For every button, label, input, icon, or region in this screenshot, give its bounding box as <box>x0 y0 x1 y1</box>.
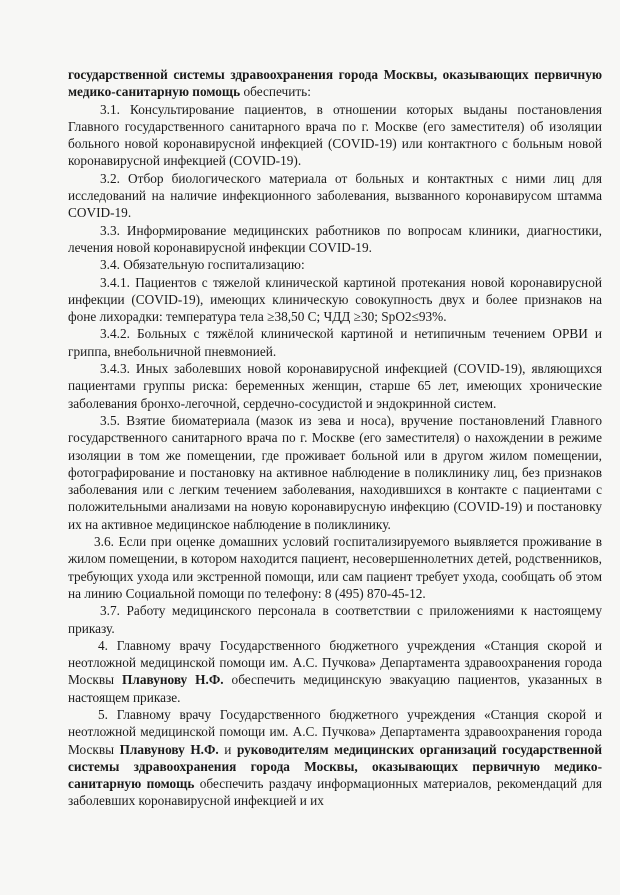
paragraph-3-7: 3.7. Работу медицинского персонала в соответствии с приложениями к настоящему приказу. <box>68 603 602 636</box>
paragraph-intro: государственной системы здравоохранения города Москвы, оказывающих первичную медико-санитарную помощь обеспечить: <box>68 67 602 100</box>
bold-organizations: государственной системы здравоохранения города Москвы, оказывающих первичную медико-санитарную помощь <box>68 67 602 100</box>
paragraph-3-4: 3.4. Обязательную госпитализацию: <box>100 257 305 273</box>
bold-name: Плавунову Н.Ф. <box>122 672 224 688</box>
paragraph-3-1: 3.1. Консультирование пациентов, в отношении которых выданы постановления Главного государственного санитарного врача по г. Москве (его заместителя) об изоляции больного новой коронавирусной инфекцией (COVID-19) или контактного с больным новой коронавирусной инфекцией (COVID-19). <box>68 101 602 169</box>
paragraph-3-4-2: 3.4.2. Больных с тяжёлой клинической картиной и нетипичным течением ОРВИ и гриппа, внебольничной пневмонией. <box>68 326 602 359</box>
paragraph-3-2: 3.2. Отбор биологического материала от больных и контактных с ними лиц для исследований на наличие инфекционного заболевания, вызванного коронавирусом штамма COVID-19. <box>68 170 602 221</box>
paragraph-3-5: 3.5. Взятие биоматериала (мазок из зева и носа), вручение постановлений Главного государственного санитарного врача по г. Москве (его заместителя) о нахождении в режиме изоляции в том же помещении, где проживает больной или в другом жилом помещении, фотографирование и постановку на активное наблюдение в поликлинику лиц, без признаков заболевания или с легким течением заболевания, находившихся в контакте с пациентами с положительными анализами на новую коронавирусную инфекцию (COVID-19) и постановку их на активное медицинское наблюдение в поликлинику. <box>68 412 602 532</box>
bold-organizations: руководителям медицинских организаций государственной системы здравоохранения города Москвы, оказывающих первичную медико-санитарную помощь <box>68 741 602 792</box>
paragraph-3-3: 3.3. Информирование медицинских работников по вопросам клиники, диагностики, лечения новой коронавирусной инфекции COVID-19. <box>68 222 602 255</box>
paragraph-3-6: 3.6. Если при оценке домашних условий госпитализируемого выявляется проживание в жилом помещении, в котором находится пациент, несовершеннолетних детей, родственников, требующих ухода или экстренной помощи, или сам пациент требует ухода, сообщать об этом на линию Социальной помощи по телефону: 8 (495) 870-45-12. <box>68 534 602 601</box>
document-body <box>68 66 602 810</box>
bold-name: Плавунову Н.Ф. <box>119 741 219 757</box>
paragraph-3-4-1: 3.4.1. Пациентов с тяжелой клинической картиной протекания новой коронавирусной инфекции (COVID-19), имеющих клиническую совокупность двух и более признаков на фоне лихорадки: температура тела ≥38,50 С; ЧДД ≥30; SpO2≤93%. <box>68 274 602 325</box>
paragraph-3-4-3: 3.4.3. Иных заболевших новой коронавирусной инфекцией (COVID-19), являющихся пациентами группы риска: беременных женщин, старше 65 лет, имеющих хронические заболевания бронхо-легочной, сердечно-сосудистой и эндокринной систем. <box>68 361 602 411</box>
paragraph-4: 4. Главному врачу Государственного бюджетного учреждения «Станция скорой и неотложной медицинской помощи им. А.С. Пучкова» Департамента здравоохранения города Москвы Плавунову Н.Ф. обеспечить медицинскую эвакуацию пациентов, указанных в настоящем приказе. <box>68 637 602 705</box>
paragraph-5: 5. Главному врачу Государственного бюджетного учреждения «Станция скорой и неотложной медицинской помощи им. А.С. Пучкова» Департамента здравоохранения города Москвы Плавунову Н.Ф. и руководителям медицинских организаций государственной системы здравоохранения города Москвы, оказывающих первичную медико-санитарную помощь обеспечить раздачу информационных материалов, рекомендаций для заболевших коронавирусной инфекцией и их <box>68 706 602 809</box>
